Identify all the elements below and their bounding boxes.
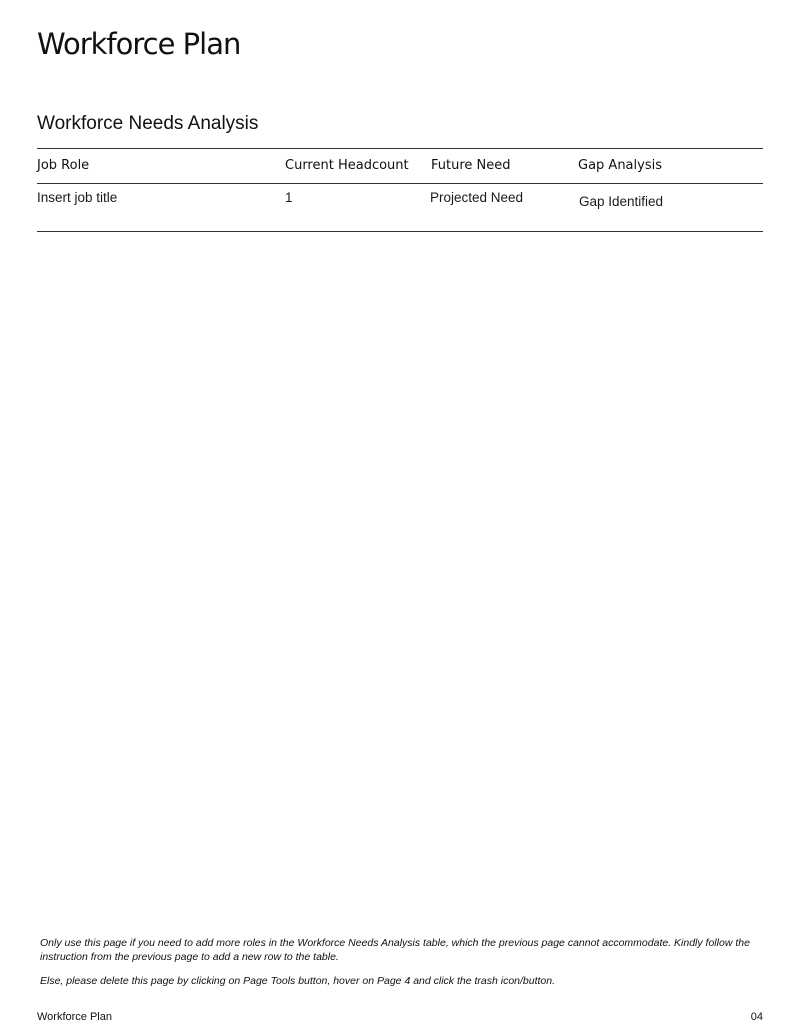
cell-job-role[interactable]: Insert job title — [37, 190, 118, 205]
cell-current-headcount[interactable]: 1 — [285, 190, 293, 205]
footer-page-number: 04 — [750, 1011, 763, 1023]
column-header-future-need: Future Need — [431, 158, 511, 173]
table-header-divider — [37, 183, 763, 184]
column-header-gap-analysis: Gap Analysis — [578, 158, 662, 173]
table-bottom-divider — [37, 231, 763, 232]
cell-gap-analysis[interactable]: Gap Identified — [579, 194, 664, 209]
column-header-current-headcount: Current Headcount — [285, 158, 409, 173]
instruction-note: Only use this page if you need to add more roles in the Workforce Needs Analysis table, which the previous page cannot accommodate. Kindly follow the instruction from the previous page to add a new row to the table. — [40, 937, 750, 963]
page-title: Workforce Plan — [37, 27, 241, 61]
cell-future-need[interactable]: Projected Need — [430, 190, 524, 205]
delete-page-note: Else, please delete this page by clicking on Page Tools button, hover on Page 4 and click the trash icon/button. — [40, 975, 556, 987]
table-top-divider — [37, 148, 763, 149]
section-title: Workforce Needs Analysis — [37, 113, 259, 134]
footer-document-name: Workforce Plan — [37, 1011, 112, 1023]
column-header-job-role: Job Role — [37, 158, 90, 173]
